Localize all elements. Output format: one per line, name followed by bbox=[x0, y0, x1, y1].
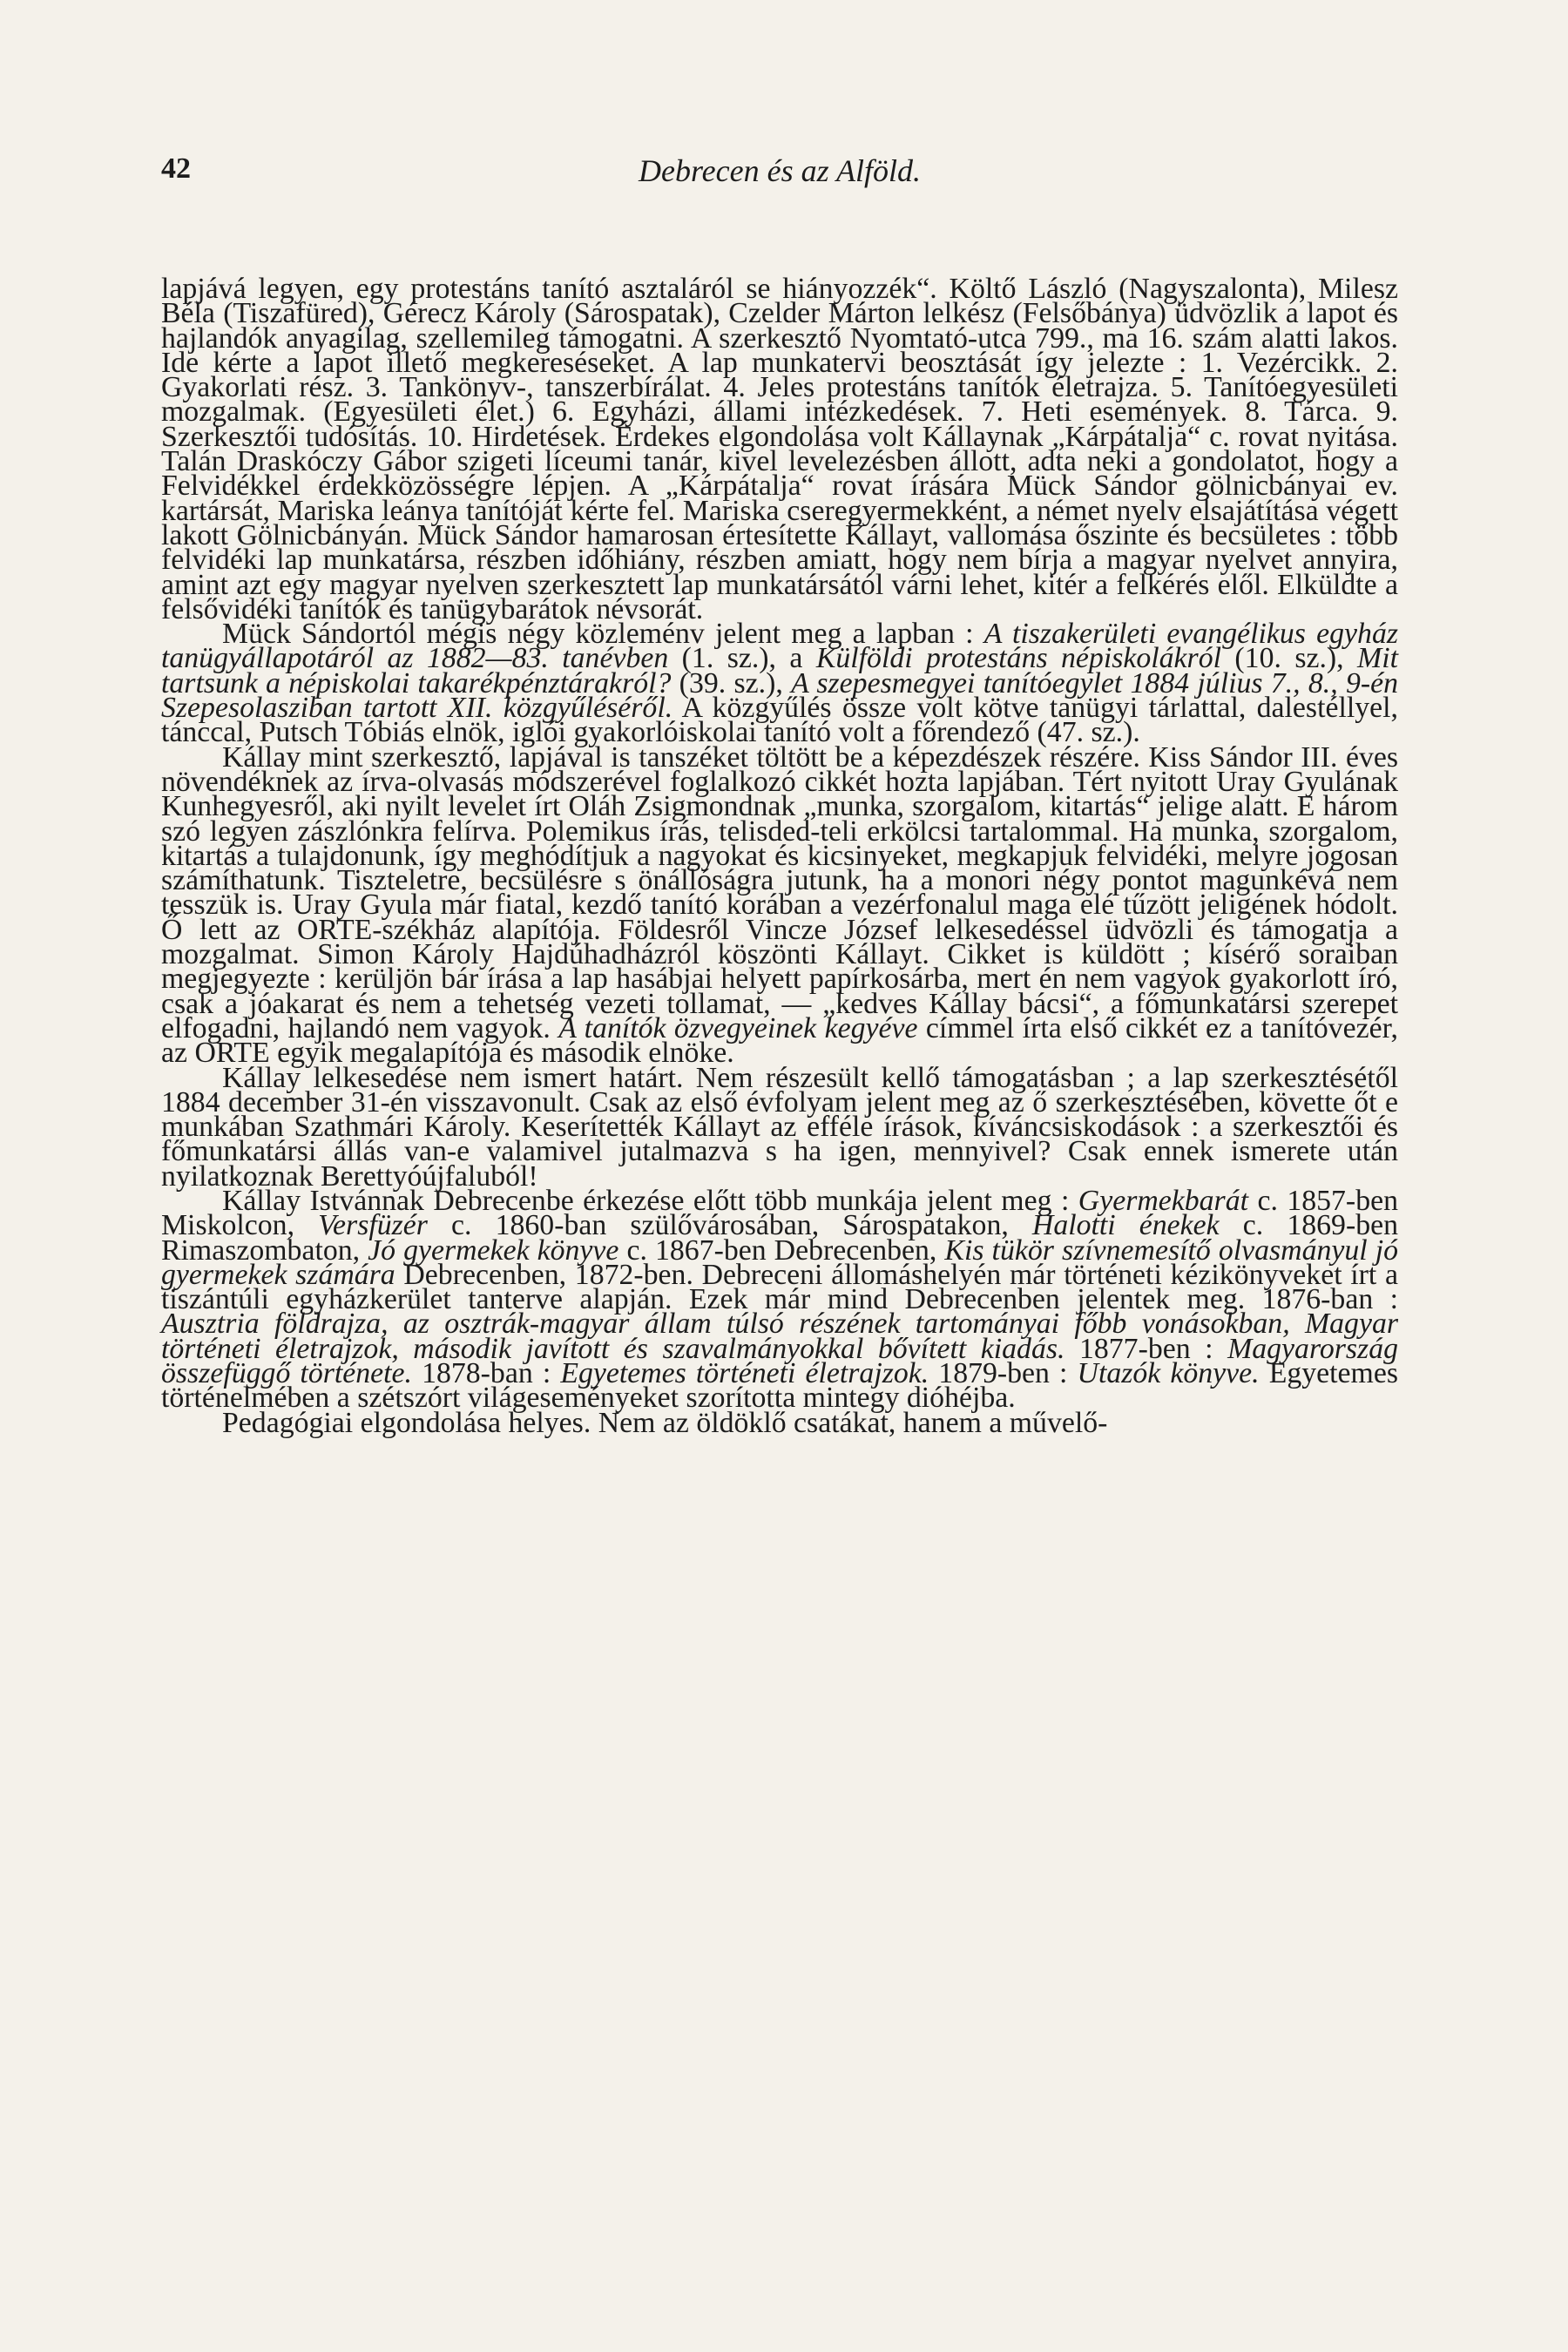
italic-title-run: A tiszakerületi evangélikus egyház tanügyállapotáról az 1882—83. tanévben bbox=[161, 618, 1398, 675]
text-run: Kállay lelkesedése nem ismert határt. Nem részesült kellő támogatásban ; a lap szerkesztésétől 1884 december 31-én visszavonult. Csak az első évfolyam jelent meg az ő szerkesztésében, követte őt e munkában Szathmári Károly. Keserítették Kállayt az efféle írások, kíváncsiskodások : a szerkesztői és főmunkatársi állás van-e valamivel jutalmazva s ha igen, mennyivel? Csak ennek ismerete után nyilatkoznak Berettyóújfaluból! bbox=[161, 1061, 1398, 1193]
page-header bbox=[161, 152, 1398, 196]
page-number: 42 bbox=[161, 152, 191, 185]
text-run: 1879-ben : bbox=[929, 1357, 1078, 1390]
text-run: A közgyűlés össze volt kötve tanügyi tárlattal, dalestéllyel, tánccal, Putsch Tóbiás elnök, iglói gyakorlóiskolai tanító volt a főrendező (47. sz.). bbox=[161, 692, 1398, 749]
italic-title-run: Jó gyermekek könyve bbox=[368, 1233, 619, 1267]
text-run: Debrecenben, 1872-ben. Debreceni állomáshelyén már történeti kézikönyveket írt a tiszántúli egyházkerület tanterve alapján. Ezek már mind Debrecenben jelentek meg. 1876-ban : bbox=[161, 1258, 1398, 1316]
italic-title-run: Mit tartsunk a népiskolai takarékpénztárakról? bbox=[161, 642, 1398, 700]
italic-title-run: Kis tükör szívnemesítő olvasmányul jó gyermekek számára bbox=[161, 1233, 1398, 1291]
body-text bbox=[161, 273, 1399, 1439]
paragraph bbox=[161, 273, 1398, 625]
text-run: (39. sz.), bbox=[671, 666, 792, 700]
text-run: c. 1860-ban szülővárosában, Sárospatakon, bbox=[427, 1209, 1032, 1242]
text-run: Mück Sándortól mégis négy közleménv jelent meg a lapban : bbox=[222, 618, 984, 651]
italic-title-run: A szepesmegyei tanítóegylet 1884 július 7., 8., 9-én Szepesolasziban tartott XII. közgyűléséről. bbox=[161, 666, 1399, 725]
italic-title-run: Versfüzér bbox=[318, 1209, 428, 1242]
text-run: c. 1857-ben Miskolcon, bbox=[161, 1184, 1398, 1242]
italic-title-run: Külföldi protestáns népiskolákról bbox=[815, 642, 1221, 675]
text-run: 1877-ben : bbox=[1064, 1332, 1228, 1365]
paragraph bbox=[161, 1184, 1398, 1415]
text-run: (1. sz.), a bbox=[668, 642, 816, 675]
text-run: 1878-ban : bbox=[412, 1357, 561, 1390]
italic-title-run: Egyetemes történeti életrajzok. bbox=[560, 1357, 929, 1390]
text-run: címmel írta első cikkét ez a tanítóvezér, az ORTE egyik megalapítója és második elnöke. bbox=[161, 1011, 1398, 1070]
text-run: Kállay mint szerkesztő, lapjával is tanszéket töltött be a képezdészek részére. Kiss Sándor III. éves növendéknek az írva-olvasás módszerével foglalkozó cikkét hozta lapjában. Tért nyitott Uray Gyulának Kunhegyesről, aki nyilt levelet írt Oláh Zsigmondnak „munka, szorgalom, kitartás“ jelige alatt. E három szó legyen zászlónkra felírva. Polemikus írás, telisded-teli erkölcsi tartalommal. Ha munka, szorgalom, kitartás a tulajdonunk, így meghódítjuk a nagyokat és kicsinyeket, megkapjuk felvidéki, melyre jogosan számíthatunk. Tiszteletre, becsülésre s önállóságra jutunk, ha a monori négy pontot magunkévá nem tesszük is. Uray Gyula már fiatal, kezdő tanító korában a vezérfonalul maga elé tűzött jeligének hódolt. Ő lett az ORTE-székház alapítója. Földesről Vincze József lelkesedéssel üdvözli és támogatja a mozgalmat. Simon Károly Hajdúhadházról köszönti Kállayt. Cikket is küldött ; kísérő soraiban megjegyezte : kerüljön bár írása a lap hasábjai helyett papírkosárba, mert én nem vagyok gyakorlott író, csak a jóakarat és nem a tehetség vezeti tollamat, — „kedves Kállay bácsi“, a főmunkatársi szerepet elfogadni, hajlandó nem vagyok. bbox=[161, 740, 1398, 1044]
italic-title-run: Gyermekbarát bbox=[1078, 1184, 1248, 1217]
text-run: Egyetemes történelmében a szétszórt világeseményeket szorította mintegy dióhéjba. bbox=[161, 1357, 1398, 1415]
paragraph bbox=[161, 740, 1398, 1070]
italic-title-run: Utazók könyve. bbox=[1077, 1357, 1260, 1390]
text-run: c. 1867-ben Debrecenben, bbox=[618, 1233, 945, 1267]
text-run: (10. sz.), bbox=[1221, 642, 1358, 675]
italic-title-run: Ausztria földrajza, az osztrák-magyar állam túlsó részének tartományai főbb vonásokban, Magyar történeti életrajzok, második javított és szavalmányokkal bővített kiadás. bbox=[161, 1308, 1398, 1365]
paragraph bbox=[161, 1061, 1398, 1193]
text-run: Pedagógiai elgondolása helyes. Nem az öldöklő csatákat, hanem a művelő- bbox=[222, 1406, 1108, 1439]
text-run: lapjává legyen, egy protestáns tanító asztaláról se hiányozzék“. Költő László (Nagyszalonta), Milesz Béla (Tiszafüred), Gérecz Károly (Sárospatak), Czelder Márton lelkész (Felsőbánya) üdvözlik a lapot és hajlandók anyagilag, szellemileg támogatni. A szerkesztő Nyomtató-utca 799., ma 16. szám alatti lakos. Ide kérte a lapot illető megkereséseket. A lap munkatervi beosztását így jelezte : 1. Vezércikk. 2. Gyakorlati rész. 3. Tankönyv-, tanszerbírálat. 4. Jeles protestáns tanítók életrajza. 5. Tanítóegyesületi mozgalmak. (Egyesületi élet.) 6. Egyházi, állami intézkedések. 7. Heti események. 8. Tárca. 9. Szerkesztői tudósítás. 10. Hirdetések. Érdekes elgondolása volt Kállaynak „Kárpátalja“ c. rovat nyitása. Talán Draskóczy Gábor szigeti líceumi tanár, kivel levelezésben állott, adta neki a gondolatot, hogy a Felvidékkel érdekközösségre lépjen. A „Kárpátalja“ rovat írására Mück Sándor gölnicbányai ev. kartársát, Mariska leánya tanítóját kérte fel. Mariska cseregyermekként, a német nyelv elsajátítása végett lakott Gölnicbányán. Mück Sándor hamarosan értesítette Kállayt, vallomása őszinte és becsületes : több felvidéki lap munkatársa, részben időhiány, részben amiatt, hogy nem bírja a magyar nyelvet annyira, amint azt egy magyar nyelven szerkesztett lap munkatársától várni lehet, kitér a felkérés elől. Elküldte a felsővidéki tanítók és tanügybarátok névsorát. bbox=[161, 273, 1398, 625]
italic-title-run: Magyarország összefüggő története. bbox=[161, 1332, 1398, 1390]
text-run: Kállay Istvánnak Debrecenbe érkezése előtt több munkája jelent meg : bbox=[222, 1184, 1078, 1217]
paragraph bbox=[161, 618, 1399, 749]
italic-title-run: Halotti énekek bbox=[1031, 1209, 1220, 1242]
running-head: Debrecen és az Alföld. bbox=[639, 153, 921, 188]
italic-title-run: A tanítók özvegyeinek kegyéve bbox=[558, 1011, 918, 1044]
text-run: c. 1869-ben Rimaszombaton, bbox=[161, 1209, 1398, 1267]
paragraph bbox=[161, 1406, 1398, 1439]
